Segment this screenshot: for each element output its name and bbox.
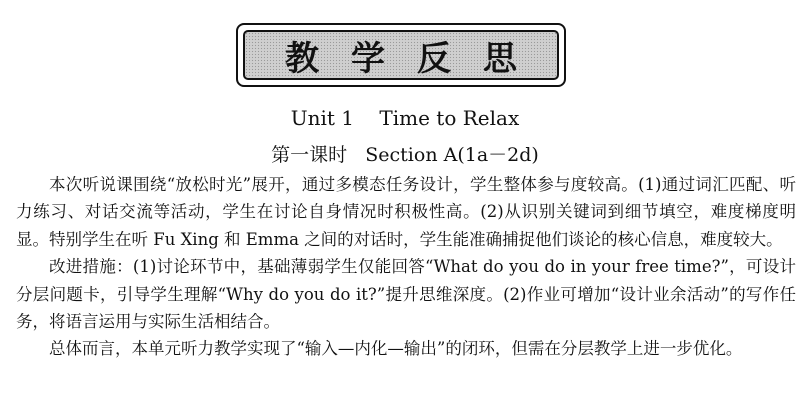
paragraph-summary: 本次听说课围绕“放松时光”展开，通过多模态任务设计，学生整体参与度较高。(1)通过词汇匹配、听力练习、对话交流等活动，学生在讨论自身情况时积极性高。(2)从识别关键词到细节填空，难度梯度明显。特别学生在听 Fu Xing 和 Emma 之间的对话时，学生能准确捕捉他们谈论的核心信息，难度较大。 (16, 175, 796, 249)
body-text (16, 171, 796, 363)
paragraph-improvements: 改进措施：(1)讨论环节中，基础薄弱学生仅能回答“What do you do in your free time?”，可设计分层问题卡，引导学生理解“Why do you do it?”提升思维深度。(2)作业可增加“设计业余活动”的写作任务，将语言运用与实际生活相结合。 (16, 257, 796, 332)
paragraph-conclusion: 总体而言，本单元听力教学实现了“输入—内化—输出”的闭环，但需在分层教学上进一步优化。 (49, 339, 743, 359)
section-banner (236, 23, 566, 87)
lesson-title: 第一课时 Section A(1a－2d) (271, 144, 539, 166)
section-banner-inner (243, 30, 559, 80)
unit-title: Unit 1 Time to Relax (290, 106, 520, 130)
banner-title: 教学反思 (285, 38, 549, 79)
